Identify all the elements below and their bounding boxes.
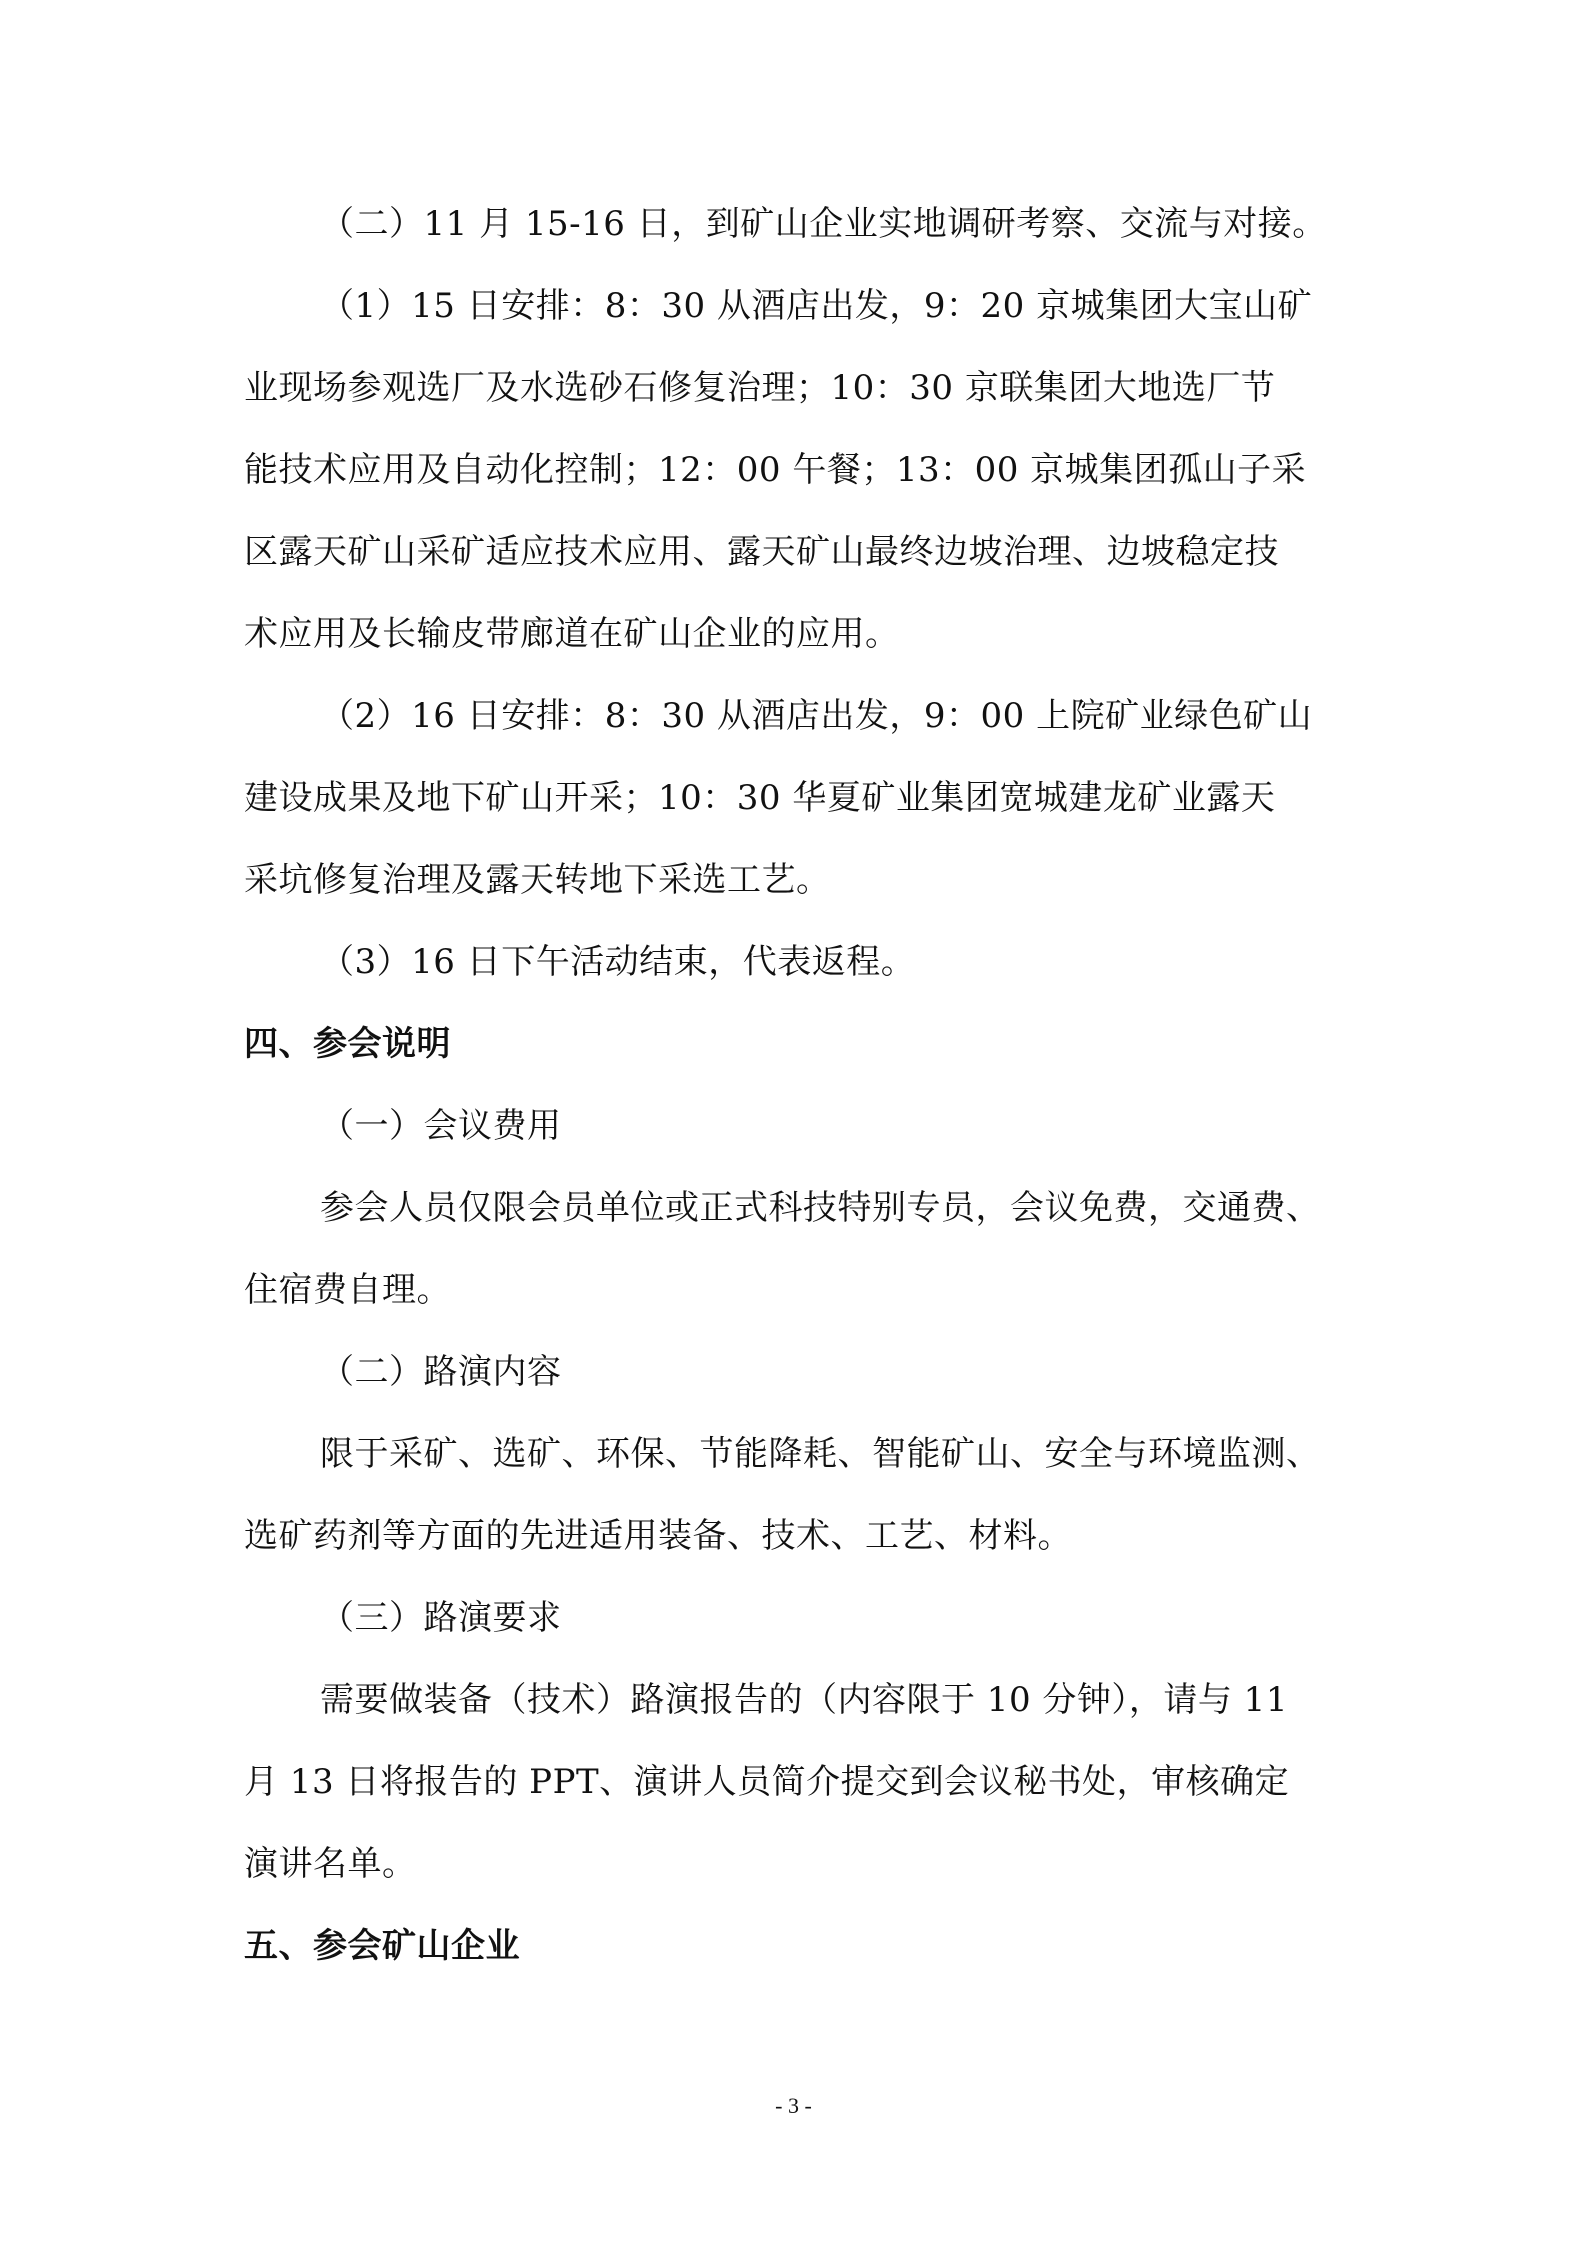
subsection-heading: （二）路演内容 xyxy=(320,1352,562,1392)
paragraph-line: 区露天矿山采矿适应技术应用、露天矿山最终边坡治理、边坡稳定技 xyxy=(244,532,1279,572)
paragraph-line: 住宿费自理。 xyxy=(244,1270,451,1310)
subsection-heading: （三）路演要求 xyxy=(320,1598,562,1638)
paragraph-line: 需要做装备（技术）路演报告的（内容限于 10 分钟），请与 11 xyxy=(320,1680,1288,1720)
paragraph-line: （1）15 日安排：8：30 从酒店出发，9：20 京城集团大宝山矿 xyxy=(320,286,1313,326)
paragraph-line: 能技术应用及自动化控制；12：00 午餐；13：00 京城集团孤山子采 xyxy=(244,450,1307,490)
paragraph-line: 术应用及长输皮带廊道在矿山企业的应用。 xyxy=(244,614,900,654)
subsection-heading: （一）会议费用 xyxy=(320,1106,562,1146)
section-heading: 五、参会矿山企业 xyxy=(244,1926,520,1966)
paragraph-line: 采坑修复治理及露天转地下采选工艺。 xyxy=(244,860,831,900)
paragraph-line: 演讲名单。 xyxy=(244,1844,417,1884)
paragraph-line: 业现场参观选厂及水选砂石修复治理；10：30 京联集团大地选厂节 xyxy=(244,368,1276,408)
paragraph-line: （3）16 日下午活动结束，代表返程。 xyxy=(320,942,916,982)
paragraph-line: 限于采矿、选矿、环保、节能降耗、智能矿山、安全与环境监测、 xyxy=(320,1434,1321,1474)
paragraph-line: （2）16 日安排：8：30 从酒店出发，9：00 上院矿业绿色矿山 xyxy=(320,696,1313,736)
paragraph-line: 选矿药剂等方面的先进适用装备、技术、工艺、材料。 xyxy=(244,1516,1072,1556)
page-number: - 3 - xyxy=(775,2093,812,2118)
document-body xyxy=(244,204,1359,2008)
paragraph-line: 月 13 日将报告的 PPT、演讲人员简介提交到会议秘书处，审核确定 xyxy=(244,1762,1290,1802)
section-heading: 四、参会说明 xyxy=(244,1024,451,1064)
paragraph-line: 参会人员仅限会员单位或正式科技特别专员，会议免费，交通费、 xyxy=(320,1188,1321,1228)
paragraph-line: 建设成果及地下矿山开采；10：30 华夏矿业集团宽城建龙矿业露天 xyxy=(244,778,1276,818)
paragraph-line: （二）11 月 15-16 日，到矿山企业实地调研考察、交流与对接。 xyxy=(320,204,1327,244)
